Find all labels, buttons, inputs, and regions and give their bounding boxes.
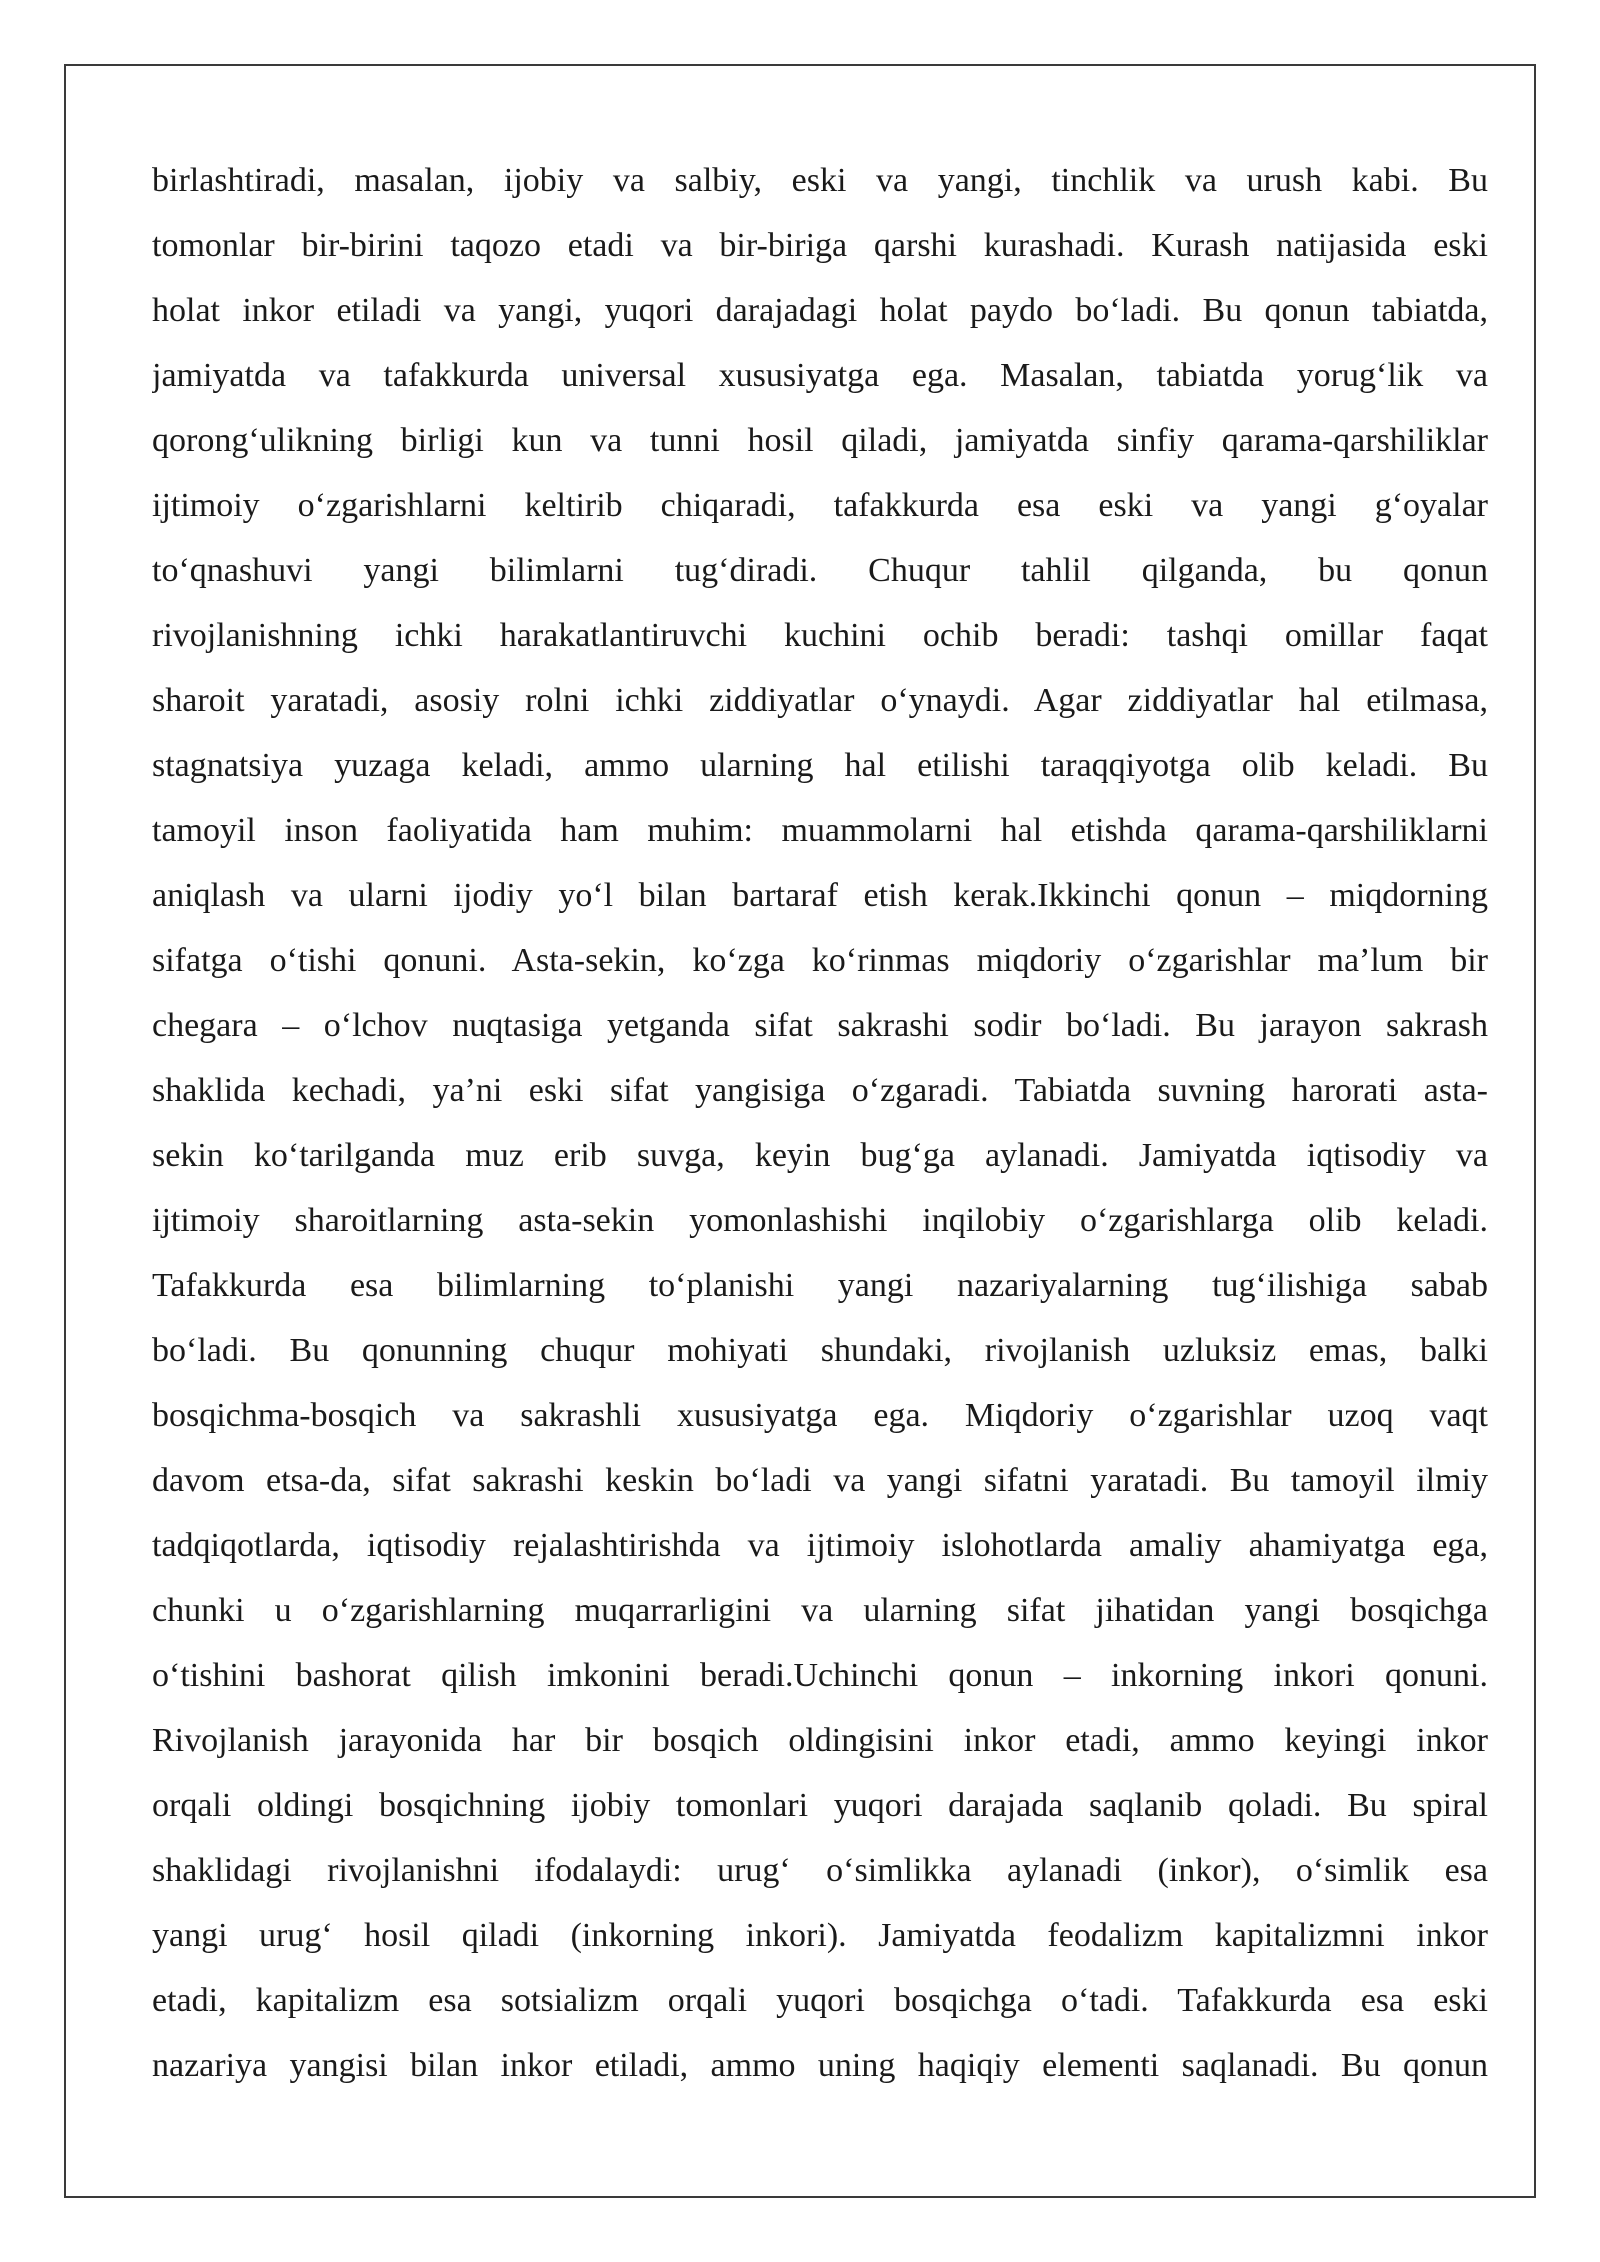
text-line: sifatga o‘tishi qonuni. Asta-sekin, ko‘zga ko‘rinmas miqdoriy o‘zgarishlar ma’lum bir xyxy=(152,942,1488,979)
text-line: chegara – o‘lchov nuqtasiga yetganda sifat sakrashi sodir bo‘ladi. Bu jarayon sakrash xyxy=(152,1007,1488,1044)
text-line: yangi urug‘ hosil qiladi (inkorning inkori). Jamiyatda feodalizm kapitalizmni inkor xyxy=(152,1917,1488,1954)
text-line: orqali oldingi bosqichning ijobiy tomonlari yuqori darajada saqlanib qoladi. Bu spiral xyxy=(152,1787,1488,1824)
text-line: sharoit yaratadi, asosiy rolni ichki ziddiyatlar o‘ynaydi. Agar ziddiyatlar hal etilmasa, xyxy=(152,682,1488,719)
text-line: jamiyatda va tafakkurda universal xususiyatga ega. Masalan, tabiatda yorug‘lik va xyxy=(152,357,1488,394)
text-line: birlashtiradi, masalan, ijobiy va salbiy, eski va yangi, tinchlik va urush kabi. Bu xyxy=(152,162,1488,199)
text-line: bosqichma-bosqich va sakrashli xususiyatga ega. Miqdoriy o‘zgarishlar uzoq vaqt xyxy=(152,1397,1488,1434)
body-paragraph xyxy=(152,148,1488,2098)
text-line: nazariya yangisi bilan inkor etiladi, ammo uning haqiqiy elementi saqlanadi. Bu qonun xyxy=(152,2047,1488,2084)
text-line: etadi, kapitalizm esa sotsializm orqali yuqori bosqichga o‘tadi. Tafakkurda esa eski xyxy=(152,1982,1488,2019)
text-line: rivojlanishning ichki harakatlantiruvchi kuchini ochib beradi: tashqi omillar faqat xyxy=(152,617,1488,654)
text-line: sekin ko‘tarilganda muz erib suvga, keyin bug‘ga aylanadi. Jamiyatda iqtisodiy va xyxy=(152,1137,1488,1174)
text-line: bo‘ladi. Bu qonunning chuqur mohiyati shundaki, rivojlanish uzluksiz emas, balki xyxy=(152,1332,1488,1369)
text-line: o‘tishini bashorat qilish imkonini beradi.Uchinchi qonun – inkorning inkori qonuni. xyxy=(152,1657,1488,1694)
text-line: aniqlash va ularni ijodiy yo‘l bilan bartaraf etish kerak.Ikkinchi qonun – miqdorning xyxy=(152,877,1488,914)
text-line: holat inkor etiladi va yangi, yuqori darajadagi holat paydo bo‘ladi. Bu qonun tabiatda, xyxy=(152,292,1488,329)
text-line: tadqiqotlarda, iqtisodiy rejalashtirishda va ijtimoiy islohotlarda amaliy ahamiyatga ega, xyxy=(152,1527,1488,1564)
text-line: ijtimoiy o‘zgarishlarni keltirib chiqaradi, tafakkurda esa eski va yangi g‘oyalar xyxy=(152,487,1488,524)
text-line: qorong‘ulikning birligi kun va tunni hosil qiladi, jamiyatda sinfiy qarama-qarshiliklar xyxy=(152,422,1488,459)
document-body xyxy=(152,148,1488,2098)
text-line: to‘qnashuvi yangi bilimlarni tug‘diradi. Chuqur tahlil qilganda, bu qonun xyxy=(152,552,1488,589)
text-line: stagnatsiya yuzaga keladi, ammo ularning hal etilishi taraqqiyotga olib keladi. Bu xyxy=(152,747,1488,784)
text-line: tomonlar bir-birini taqozo etadi va bir-biriga qarshi kurashadi. Kurash natijasida eski xyxy=(152,227,1488,264)
text-line: shaklidagi rivojlanishni ifodalaydi: urug‘ o‘simlikka aylanadi (inkor), o‘simlik esa xyxy=(152,1852,1488,1889)
text-line: tamoyil inson faoliyatida ham muhim: muammolarni hal etishda qarama-qarshiliklarni xyxy=(152,812,1488,849)
text-line: Tafakkurda esa bilimlarning to‘planishi yangi nazariyalarning tug‘ilishiga sabab xyxy=(152,1267,1488,1304)
text-line: shaklida kechadi, ya’ni eski sifat yangisiga o‘zgaradi. Tabiatda suvning harorati asta- xyxy=(152,1072,1488,1109)
text-line: chunki u o‘zgarishlarning muqarrarligini va ularning sifat jihatidan yangi bosqichga xyxy=(152,1592,1488,1629)
text-line: Rivojlanish jarayonida har bir bosqich oldingisini inkor etadi, ammo keyingi inkor xyxy=(152,1722,1488,1759)
text-line: ijtimoiy sharoitlarning asta-sekin yomonlashishi inqilobiy o‘zgarishlarga olib keladi. xyxy=(152,1202,1488,1239)
text-line: davom etsa-da, sifat sakrashi keskin bo‘ladi va yangi sifatni yaratadi. Bu tamoyil ilmiy xyxy=(152,1462,1488,1499)
